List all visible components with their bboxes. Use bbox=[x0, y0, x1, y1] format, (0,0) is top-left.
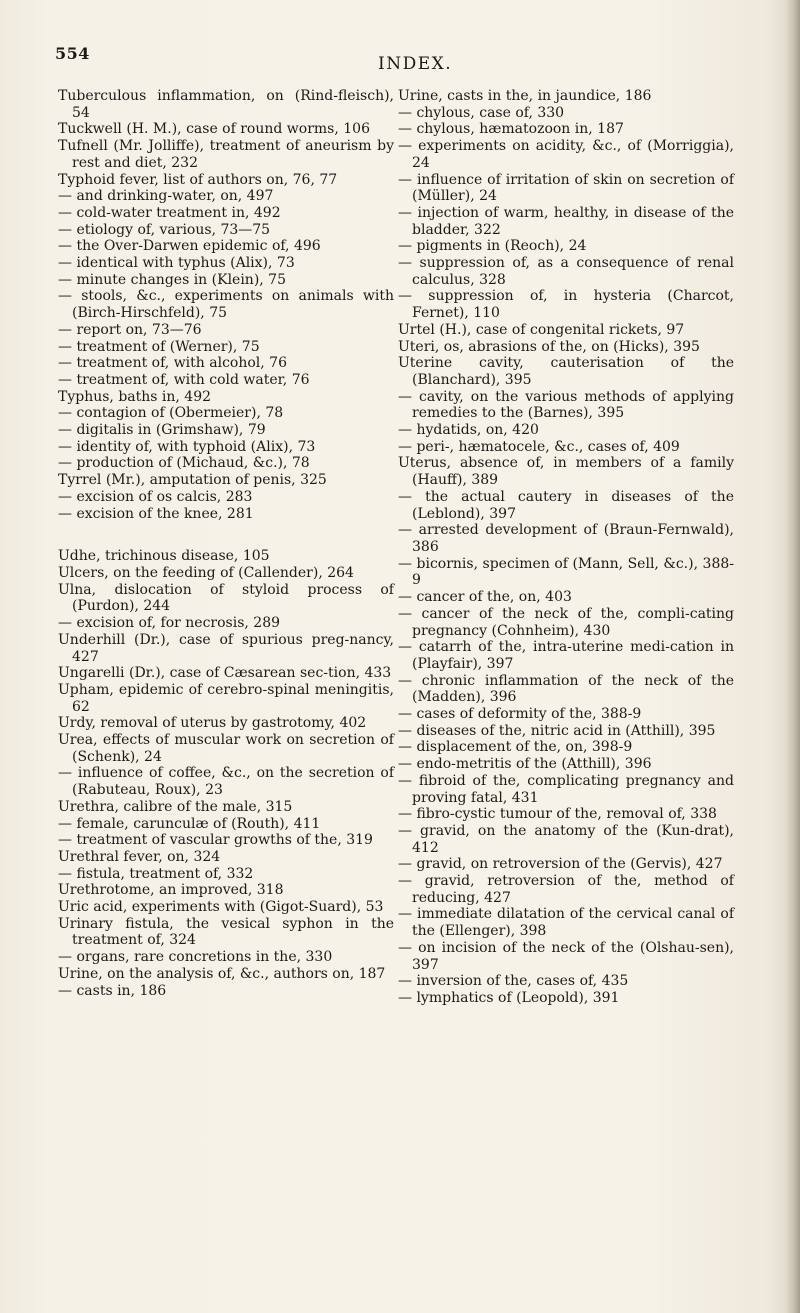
index-entry: Typhoid fever, list of authors on, 76, 77 bbox=[58, 171, 338, 188]
section-gap bbox=[58, 522, 394, 548]
index-entry: Urine, on the analysis of, &c., authors on, 187 bbox=[58, 965, 386, 982]
index-entry: — identity of, with typhoid (Alix), 73 bbox=[58, 438, 316, 455]
index-entry: — cancer of the neck of the, compli-cating pregnancy (Cohnheim), 430 bbox=[398, 605, 734, 639]
index-entry: — minute changes in (Klein), 75 bbox=[58, 271, 286, 288]
index-entry: Urethrotome, an improved, 318 bbox=[58, 882, 284, 899]
index-entry: — report on, 73—76 bbox=[58, 321, 202, 338]
running-head: INDEX. bbox=[378, 54, 453, 74]
index-entry: Ulna, dislocation of styloid process of (Purdon), 244 bbox=[58, 581, 394, 615]
index-entry: — stools, &c., experiments on animals with (Birch-Hirschfeld), 75 bbox=[58, 288, 394, 322]
index-entry: — cancer of the, on, 403 bbox=[398, 589, 572, 606]
index-entry: — treatment of (Werner), 75 bbox=[58, 338, 260, 355]
index-entry: Tuberculous inflammation, on (Rind-fleisch), 54 bbox=[58, 88, 394, 121]
index-entry: — on incision of the neck of the (Olshau-sen), 397 bbox=[398, 939, 734, 973]
index-entry: Udhe, trichinous disease, 105 bbox=[58, 548, 270, 565]
index-column-right bbox=[398, 88, 734, 1007]
index-entry: Tyrrel (Mr.), amputation of penis, 325 bbox=[58, 472, 327, 489]
index-entry: — influence of coffee, &c., on the secretion of (Rabuteau, Roux), 23 bbox=[58, 765, 394, 799]
index-entry: — pigments in (Reoch), 24 bbox=[398, 238, 587, 255]
index-entry: — hydatids, on, 420 bbox=[398, 422, 539, 439]
index-entry: — contagion of (Obermeier), 78 bbox=[58, 405, 284, 422]
index-entry: — fibro-cystic tumour of the, removal of, 338 bbox=[398, 806, 717, 823]
index-entry: — peri-, hæmatocele, &c., cases of, 409 bbox=[398, 438, 680, 455]
index-entry: Urethral fever, on, 324 bbox=[58, 848, 221, 865]
index-entry: — chylous, case of, 330 bbox=[398, 104, 565, 121]
index-entry: — suppression of, as a consequence of renal calculus, 328 bbox=[398, 255, 734, 288]
page-number: 554 bbox=[55, 44, 90, 63]
index-entry: — immediate dilatation of the cervical canal of the (Ellenger), 398 bbox=[398, 906, 734, 940]
index-entry: — excision of os calcis, 283 bbox=[58, 488, 253, 505]
index-entry: Tuckwell (H. M.), case of round worms, 106 bbox=[58, 121, 370, 138]
index-entry: Uterine cavity, cauterisation of the (Blanchard), 395 bbox=[398, 355, 734, 388]
index-entry: — bicornis, specimen of (Mann, Sell, &c.), 388-9 bbox=[398, 555, 734, 589]
index-entry: — female, carunculæ of (Routh), 411 bbox=[58, 815, 321, 832]
index-entry: Urdy, removal of uterus by gastrotomy, 402 bbox=[58, 715, 367, 732]
index-entry: — arrested development of (Braun-Fernwald), 386 bbox=[398, 522, 734, 555]
index-entry: — displacement of the, on, 398-9 bbox=[398, 739, 633, 756]
index-entry: — chylous, hæmatozoon in, 187 bbox=[398, 121, 624, 138]
index-entry: Uterus, absence of, in members of a family (Hauff), 389 bbox=[398, 455, 734, 489]
index-entry: — gravid, on retroversion of the (Gervis), 427 bbox=[398, 856, 723, 873]
index-entry: — and drinking-water, on, 497 bbox=[58, 188, 274, 205]
page-edge-shadow bbox=[786, 0, 800, 1313]
index-entry: — cavity, on the various methods of applying remedies to the (Barnes), 395 bbox=[398, 388, 734, 422]
index-entry: — treatment of vascular growths of the, 319 bbox=[58, 832, 373, 849]
index-entry: — digitalis in (Grimshaw), 79 bbox=[58, 422, 266, 439]
index-entry: Uteri, os, abrasions of the, on (Hicks), 395 bbox=[398, 338, 700, 355]
index-entry: Tufnell (Mr. Jolliffe), treatment of aneurism by rest and diet, 232 bbox=[58, 138, 394, 171]
index-entry: — lymphatics of (Leopold), 391 bbox=[398, 989, 620, 1006]
index-entry: — diseases of the, nitric acid in (Atthill), 395 bbox=[398, 722, 716, 739]
index-entry: Ulcers, on the feeding of (Callender), 264 bbox=[58, 564, 354, 581]
index-entry: — suppression of, in hysteria (Charcot, Fernet), 110 bbox=[398, 288, 734, 322]
index-entry: Urtel (H.), case of congenital rickets, 97 bbox=[398, 321, 685, 338]
index-entry: Uric acid, experiments with (Gigot-Suard), 53 bbox=[58, 899, 384, 916]
index-entry: — inversion of the, cases of, 435 bbox=[398, 973, 629, 990]
index-entry: Ungarelli (Dr.), case of Cæsarean sec-tion, 433 bbox=[58, 665, 392, 682]
index-column-left bbox=[58, 88, 394, 999]
index-entry: — the Over-Darwen epidemic of, 496 bbox=[58, 238, 321, 255]
index-entry: — gravid, retroversion of the, method of reducing, 427 bbox=[398, 873, 734, 906]
index-entry: — excision of the knee, 281 bbox=[58, 505, 254, 522]
index-entry: Typhus, baths in, 492 bbox=[58, 388, 212, 405]
index-entry: — cold-water treatment in, 492 bbox=[58, 204, 281, 221]
index-entry: — fistula, treatment of, 332 bbox=[58, 865, 254, 882]
index-entry: — etiology of, various, 73—75 bbox=[58, 221, 271, 238]
index-entry: — casts in, 186 bbox=[58, 982, 167, 999]
index-entry: Urea, effects of muscular work on secretion of (Schenk), 24 bbox=[58, 732, 394, 765]
index-entry: — gravid, on the anatomy of the (Kun-drat), 412 bbox=[398, 822, 734, 856]
index-entry: Underhill (Dr.), case of spurious preg-nancy, 427 bbox=[58, 631, 394, 665]
index-entry: — the actual cautery in diseases of the (Leblond), 397 bbox=[398, 488, 734, 522]
index-entry: — treatment of, with alcohol, 76 bbox=[58, 355, 287, 372]
index-entry: — chronic inflammation of the neck of the (Madden), 396 bbox=[398, 672, 734, 706]
index-entry: — influence of irritation of skin on secretion of (Müller), 24 bbox=[398, 171, 734, 205]
index-entry: — treatment of, with cold water, 76 bbox=[58, 371, 310, 388]
index-entry: — excision of, for necrosis, 289 bbox=[58, 615, 281, 632]
index-entry: — cases of deformity of the, 388-9 bbox=[398, 706, 642, 723]
index-entry: — production of (Michaud, &c.), 78 bbox=[58, 455, 310, 472]
index-entry: — endo-metritis of the (Atthill), 396 bbox=[398, 756, 652, 773]
index-entry: — injection of warm, healthy, in disease of the bladder, 322 bbox=[398, 204, 734, 238]
index-entry: — fibroid of the, complicating pregnancy and proving fatal, 431 bbox=[398, 772, 734, 806]
index-entry: — organs, rare concretions in the, 330 bbox=[58, 949, 333, 966]
index-entry: — experiments on acidity, &c., of (Morriggia), 24 bbox=[398, 138, 734, 171]
index-entry: Urethra, calibre of the male, 315 bbox=[58, 798, 293, 815]
index-entry: Urine, casts in the, in jaundice, 186 bbox=[398, 88, 652, 104]
index-entry: — identical with typhus (Alix), 73 bbox=[58, 255, 295, 272]
index-entry: — catarrh of the, intra-uterine medi-cation in (Playfair), 397 bbox=[398, 639, 734, 672]
index-entry: Urinary fistula, the vesical syphon in the treatment of, 324 bbox=[58, 915, 394, 949]
index-entry: Upham, epidemic of cerebro-spinal meningitis, 62 bbox=[58, 681, 394, 715]
